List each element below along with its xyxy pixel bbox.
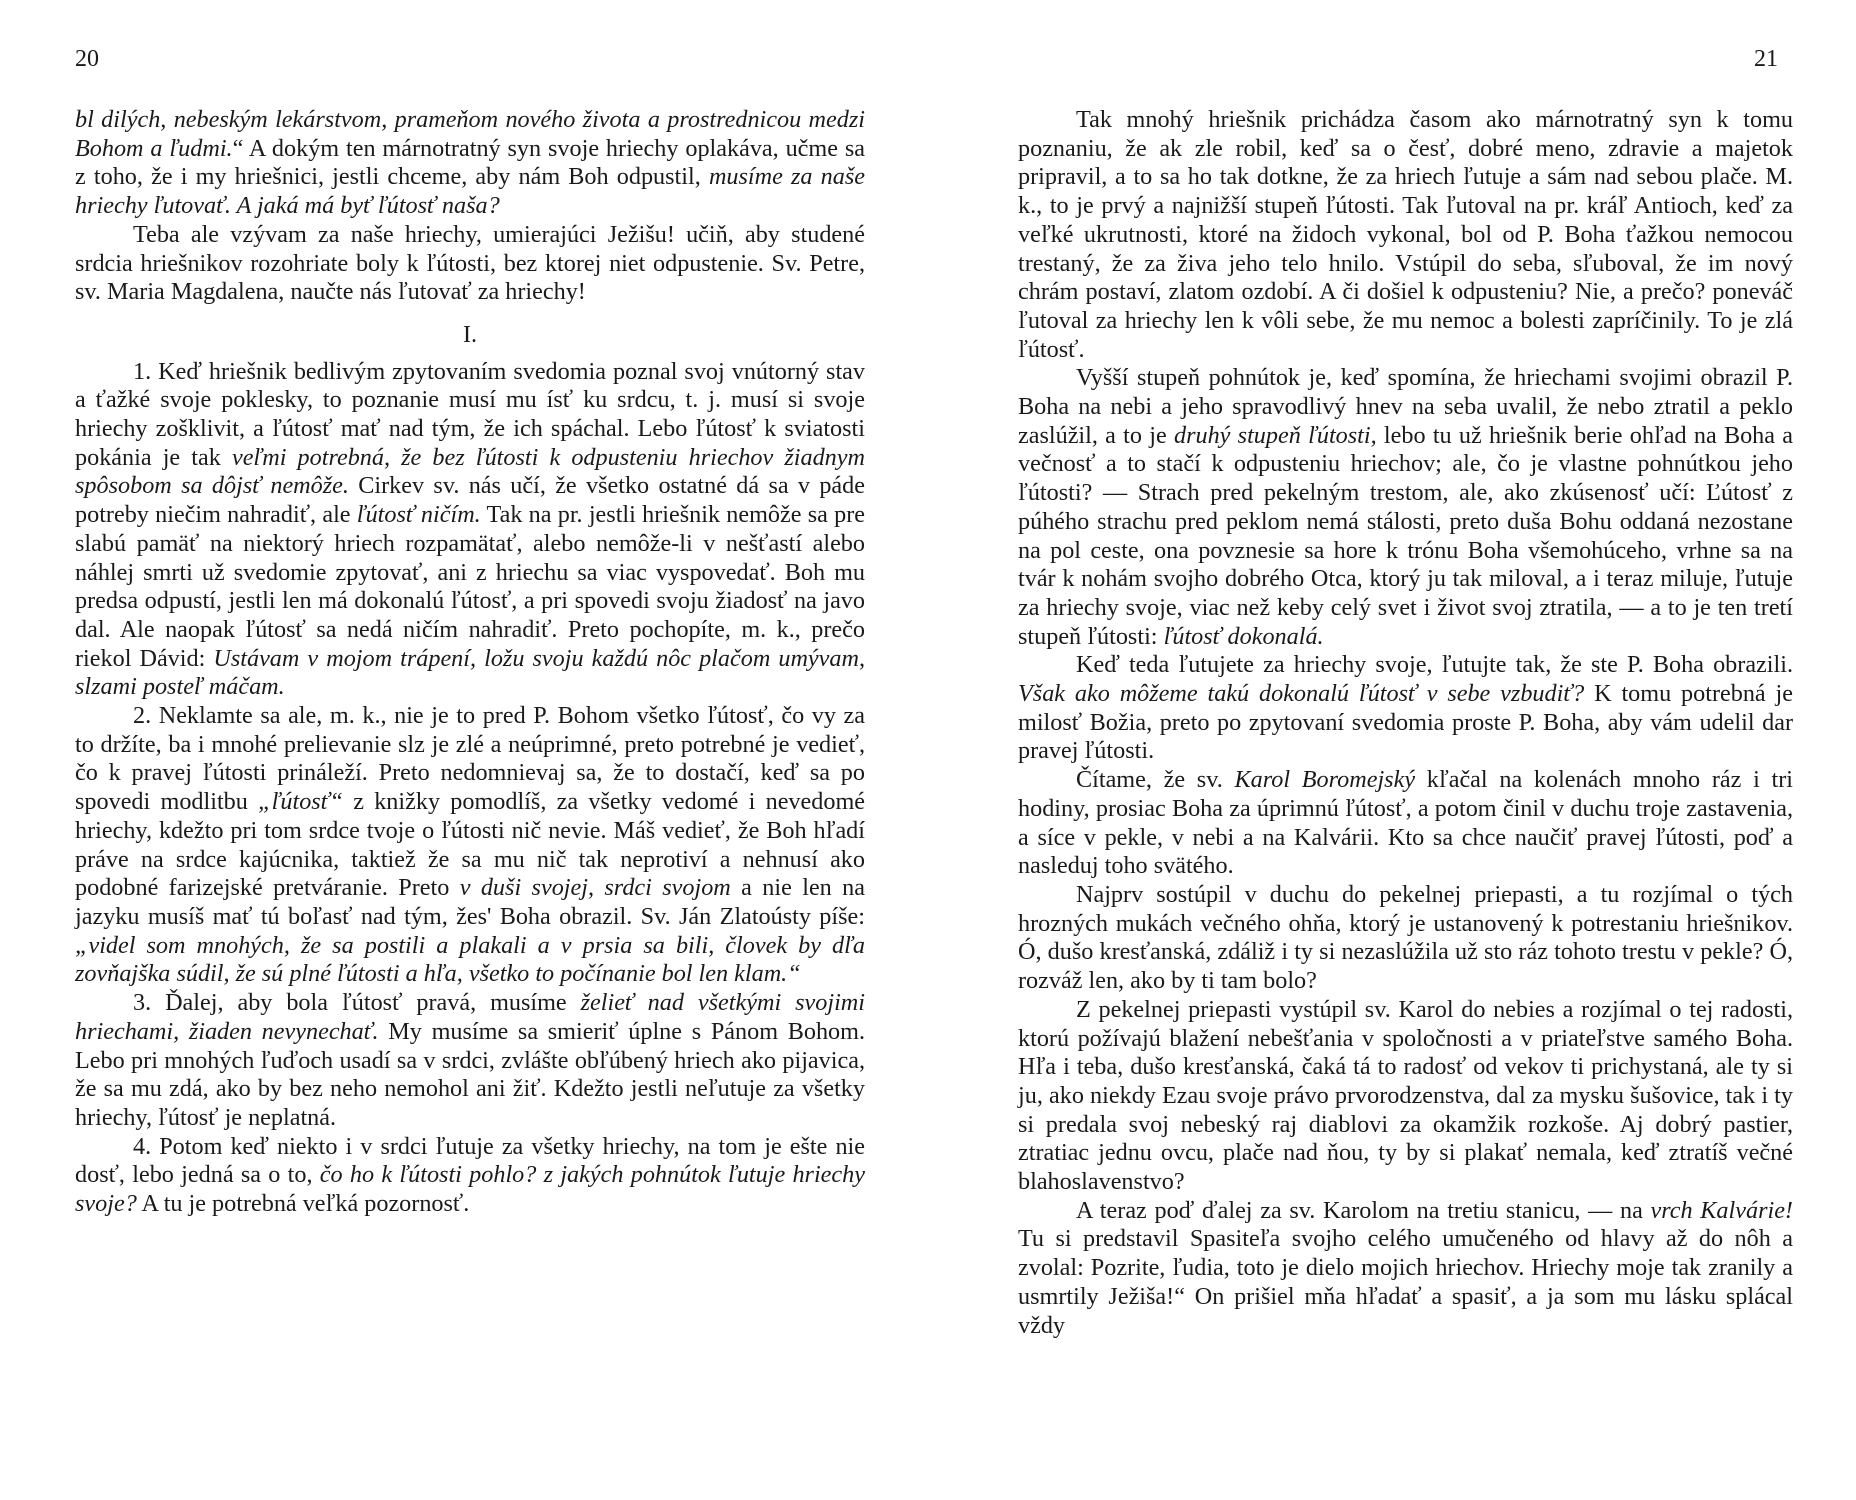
text-segment: lebo tu už hriešnik berie ohľad na Boha a večnosť a to stačí k odpusteniu hriechov; ale, čo je vlastne pohnútkou jeho ľútosti? — Strach pred pekelným trestom, ale, ako zkúsenosť učí: Ľútosť z púhého strachu pred peklom nemá stálosti, preto duša Bohu oddaná nezostane na pol ceste, ona povznesie sa hore k trónu Boha všemohúceho, vrhne sa na tvár k nohám svojho dobrého Otca, ktorý ju tak miloval, a i teraz miluje, ľutuje za hriechy svoje, viac než keby celý svet i život svoj ztratila, — a to je ten tretí stupeň ľútosti: [1018, 421, 1794, 650]
text-segment: Teba ale vzývam za naše hriechy, umierajúci Ježišu! učiň, aby studené srdcia hriešnikov rozohriate boly k ľútosti, bez ktorej niet odpustenie. Sv. Petre, sv. Maria Magdalena, naučte nás ľutovať za hriechy! [75, 220, 865, 306]
text-segment: My musíme sa smieriť úplne s Pánom Bohom. Lebo pri mnohých ľuďoch usadí sa v srdci, zvlášte obľúbený hriech ako pijavica, že sa mu zdá, ako by bez neho nemohol ani žiť. Kdežto jestli neľutuje za všetky hriechy, ľútosť je neplatná. [75, 1017, 865, 1131]
italic-text: ľútosť dokonalá. [1163, 622, 1324, 650]
italic-text: veľmi potrebná, že bez ľútosti k odpusteniu hriechov žiadnym spôsobom sa dôjsť nemôže. [75, 443, 865, 500]
italic-text: Karol Boromejský [1234, 766, 1416, 794]
text-segment: z knižky pomodlíš, za všetky vedomé i nevedomé hriechy, kdežto pri tom srdce tvoje o ľútosti nič nevie. Máš vedieť, že Boh hľadí práve na srdce kajúcnika, taktiež že sa mu nič tak neprotiví a nehnusí ako podobné farizejské pretváranie. Preto [75, 788, 865, 902]
paragraph [75, 106, 865, 221]
text-segment: Vyšší stupeň pohnútok je, keď spomína, že hriechami svojimi obrazil P. Boha na nebi a jeho spravodlivý hnev na seba uvalil, že nebo ztratil a peklo zaslúžil, a to je [1018, 364, 1793, 449]
italic-text: bl dilých, nebeským lekárstvom, prameňom nového života a prostrednicou medzi Bohom a ľudmi. [75, 106, 865, 162]
text-segment: Najprv sostúpil v duchu do pekelnej priepasti, a tu rozjímal o tých hrozných mukách večného ohňa, ktorý je ustanovený k potrestaniu hriešnikov. Ó, dušo kresťanská, zdáliž i ty si nezaslúžila už sto ráz tohoto trestu v pekle? Ó, rozváž len, ako by ti tam bolo? [1018, 880, 1793, 995]
text-segment: I. [462, 320, 478, 348]
paragraph [1018, 106, 1793, 364]
page-number-right: 21 [1754, 46, 1778, 72]
italic-text: druhý stupeň ľútosti, [1173, 421, 1377, 449]
text-segment: Čítame, že sv. [1076, 766, 1235, 794]
text-segment: a nie len na jazyku musíš mať tú boľasť nad tým, žes' Boha obrazil. Sv. Ján Zlatoústy píše: [75, 874, 865, 930]
paragraph [75, 358, 865, 702]
italic-text: Však ako môžeme takú dokonalú ľútosť v sebe vzbudiť? [1018, 680, 1585, 708]
italic-text: „videl som mnohých, že sa postili a plakali a v prsia sa bili, človek by dľa zovňajška súdil, že sú plné ľútosti a hľa, všetko to počínanie bol len klam.“ [75, 931, 865, 988]
right-page-text [1018, 106, 1793, 1340]
text-segment: 1. Keď hriešnik bedlivým zpytovaním svedomia poznal svoj vnútorný stav a ťažké svoje poklesky, to poznanie musí mu ísť ku srdcu, t. j. musí si svoje hriechy zošklivit, a ľútosť mať nad tým, že ich spáchal. Lebo ľútosť k sviatosti pokánia je tak [75, 357, 865, 471]
text-segment: 4. Potom keď niekto i v srdci ľutuje za všetky hriechy, na tom je ešte nie dosť, lebo jedná sa o to, [75, 1132, 865, 1189]
paragraph [75, 221, 865, 307]
paragraph [1018, 364, 1793, 651]
text-segment: A tu je potrebná veľká pozornosť. [136, 1190, 470, 1218]
text-segment: Cirkev sv. nás učí, že všetko ostatné dá sa v páde potreby niečim nahradiť, ale [75, 472, 865, 529]
text-segment: Tak na pr. jestli hriešnik nemôže sa pre slabú pamäť na niektorý hriech rozpamätať, alebo nemôže-li v nešťastí alebo náhlej smrti už svedomie zpytovať, ani z hriechu sa viac vyspovedať. Boh mu predsa odpustí, jestli len má dokonalú ľútosť, a pri spovedi svoju žiadosť na javo dal. Ale naopak ľútosť sa nedá ničím nahradiť. Preto pochopíte, m. k., prečo riekol Dávid: [75, 501, 865, 672]
text-segment: Keď teda ľutujete za hriechy svoje, ľutujte tak, že ste P. Boha obrazili. [1076, 651, 1793, 679]
paragraph [75, 989, 865, 1133]
left-page-text [75, 106, 865, 1219]
text-segment: K tomu potrebná je milosť Božia, preto po zpytovaní svedomia proste P. Boha, aby vám udelil dar pravej ľútosti. [1018, 680, 1793, 765]
italic-text: v duši svojej, srdci svojom [459, 874, 731, 902]
section-heading [75, 321, 865, 350]
text-segment: kľačal na kolenách mnoho ráz i tri hodiny, prosiac Boha za úprimnú ľútosť, a potom činil v duchu troje zastavenia, a síce v pekle, v nebi a na Kalvárii. Kto sa chce naučiť pravej ľútosti, poď a nasleduj toho svätého. [1018, 766, 1793, 880]
paragraph [1018, 1197, 1793, 1341]
text-segment: Tu si predstavil Spasiteľa svojho celého umučeného od hlavy až do nôh a zvolal: Pozrite, ľudia, toto je dielo mojich hriechov. Hriechy moje tak zranily a usmrtily Ježiša!“ On prišiel mňa hľadať a spasiť, a ja som mu lásku splácal vždy [1018, 1225, 1793, 1339]
paragraph [1018, 996, 1793, 1197]
text-segment: A teraz poď ďalej za sv. Karolom na tretiu stanicu, — na [1076, 1196, 1651, 1224]
italic-text: ľútosť ničím. [356, 501, 481, 529]
text-segment: Tak mnohý hriešnik prichádza časom ako márnotratný syn k tomu poznaniu, že ak zle robil, keď sa o česť, dobré meno, zdravie a majetok pripravil, a to sa ho tak dotkne, že za hriech ľutuje a sám nad sebou plače. M. k., to je prvý a najnižší stupeň ľútosti. Tak ľutoval na pr. kráľ Antioch, keď za veľké ukrutnosti, ktoré na židoch vykonal, bol od P. Boha ťažkou nemocou trestaný, že za živa jeho telo hnilo. Vstúpil do seba, sľuboval, že im nový chrám postaví, zlatom ozdobí. A či došiel k odpusteniu? Nie, a prečo? poneváč ľutoval za hriechy len k vôli sebe, že mu nemoc a bolesti zapríčinily. To je zlá ľútosť. [1018, 106, 1793, 363]
text-segment: 3. Ďalej, aby bola ľútosť pravá, musíme [133, 989, 581, 1017]
text-segment: 2. Neklamte sa ale, m. k., nie je to pred P. Bohom všetko ľútosť, čo vy za to držíte, ba i mnohé prelievanie slz je zlé a neúprimné, preto potrebné je vedieť, čo k pravej ľútosti prináleží. Preto nedomnievaj sa, že to dostačí, keď sa po spovedi modlitbu [75, 702, 865, 816]
paragraph [75, 702, 865, 989]
italic-text: musíme za naše hriechy ľutovať. A jaká má byť ľútosť naša? [75, 163, 865, 220]
paragraph [75, 1133, 865, 1219]
italic-text: čo ho k ľútosti pohlo? z jakých pohnútok ľutuje hriechy svoje? [75, 1161, 865, 1218]
text-segment: Z pekelnej priepasti vystúpil sv. Karol do nebies a rozjímal o tej radosti, ktorú požívajú blažení nebešťania v spoločnosti a v priateľstve samého Boha. Hľa i teba, dušo kresťanská, čaká tá to radosť od vekov ti prichystaná, ale ty si ju, ako niekdy Ezau svoje právo prvorodzenstva, dal za mysku šušovice, tak i ty si predala svoj nebeský raj diablovi za okamžik rozkoše. Aj dobrý pastier, ztratiac jednu ovcu, plače nad ňou, ty by si plakať nemala, keď ztratíš večné blahoslavenstvo? [1018, 995, 1793, 1196]
italic-text: „ľútosť“ [258, 788, 343, 816]
text-segment: “ A dokým ten márnotratný syn svoje hriechy oplakáva, učme sa z toho, že i my hriešnici, jestli chceme, aby nám Boh odpustil, [75, 134, 865, 191]
paragraph [1018, 881, 1793, 996]
paragraph [1018, 651, 1793, 766]
paragraph [1018, 766, 1793, 881]
right-page [928, 0, 1856, 1500]
page-number-left: 20 [75, 46, 99, 72]
italic-text: Ustávam v mojom trápení, ložu svoju každú nôc plačom umývam, slzami posteľ máčam. [75, 644, 865, 701]
italic-text: želieť nad všetkými svojimi hriechami, žiaden nevynechať. [75, 989, 865, 1045]
italic-text: vrch Kalvárie! [1650, 1196, 1793, 1224]
